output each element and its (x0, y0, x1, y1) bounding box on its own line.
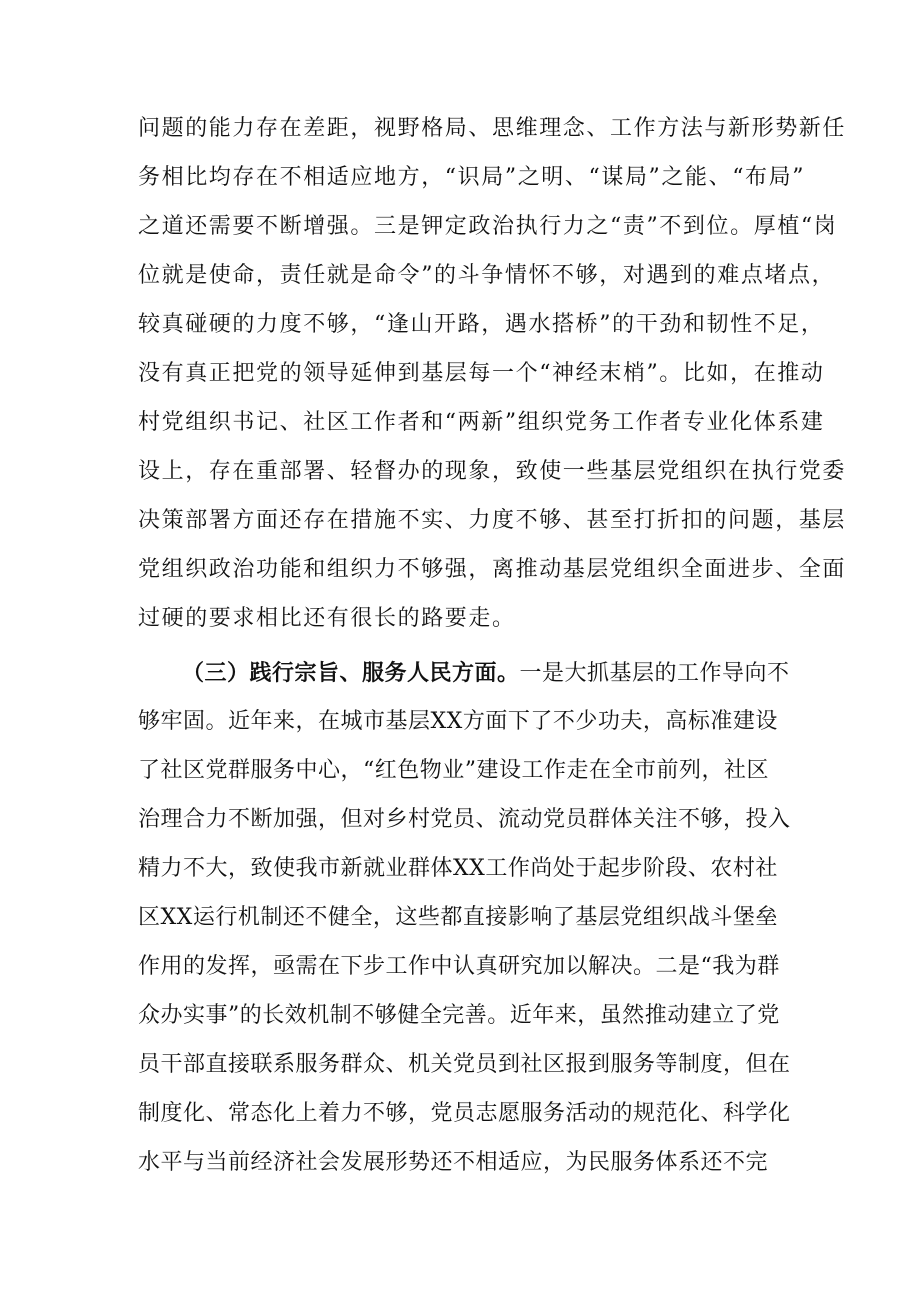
paragraph-2-line-8: 众办实事”的长效机制不够健全完善。近年来，虽然推动建立了党 (138, 1003, 780, 1028)
paragraph-2-line-6: 区XX运行机制还不健全，这些都直接影响了基层党组织战斗堡垒 (138, 905, 778, 930)
paragraph-1-line-1: 问题的能力存在差距，视野格局、思维理念、工作方法与新形势新任 (138, 116, 847, 141)
paragraph-2-line-2: 够牢固。近年来，在城市基层XX方面下了不少功夫，高标准建设 (138, 709, 778, 734)
paragraph-1-line-3: 之道还需要不断增强。三是钾定政治执行力之“责”不到位。厚植“岗 (138, 214, 838, 239)
paragraph-2-line-10: 制度化、常态化上着力不够，党员志愿服务活动的规范化、科学化 (138, 1101, 791, 1126)
section-heading-rest: 一是大抓基层的工作导向不 (519, 661, 790, 686)
paragraph-2-line-5: 精力不大，致使我市新就业群体XX工作尚处于起步阶段、农村社 (138, 856, 778, 881)
paragraph-2-line-4: 治理合力不断加强，但对乡村党员、流动党员群体关注不够，投入 (138, 807, 791, 832)
paragraph-2-line-1 (182, 660, 842, 687)
paragraph-1-line-7: 村党组织书记、社区工作者和“两新”组织党务工作者专业化体系建 (138, 410, 825, 435)
paragraph-1-line-4: 位就是使命，责任就是命令”的斗争情怀不够，对遇到的难点堵点， (138, 263, 836, 288)
paragraph-1-line-6: 没有真正把党的领导延伸到基层每一个“神经末梢”。比如，在推动 (138, 361, 825, 386)
paragraph-1-line-8: 设上，存在重部署、轻督办的现象，致使一些基层党组织在执行党委 (138, 459, 847, 484)
paragraph-1-line-10: 党组织政治功能和组织力不够强，离推动基层党组织全面进步、全面 (138, 557, 847, 582)
paragraph-1-line-5: 较真碰硬的力度不够，“逢山开路，遇水搭桥”的干劲和韧性不足， (138, 312, 825, 337)
paragraph-2-line-3: 了社区党群服务中心，“红色物业”建设工作走在全市前列，社区 (138, 758, 769, 783)
paragraph-1-line-9: 决策部署方面还存在措施不实、力度不够、甚至打折扣的问题，基层 (138, 508, 847, 533)
paragraph-1-line-11: 过硬的要求相比还有很长的路要走。 (138, 606, 516, 631)
paragraph-2-line-9: 员干部直接联系服务群众、机关党员到社区报到服务等制度，但在 (138, 1052, 791, 1077)
paragraph-2-line-7: 作用的发挥，亟需在下步工作中认真研究加以解决。二是“我为群 (138, 954, 780, 979)
paragraph-2-line-11: 水平与当前经济社会发展形势还不相适应，为民服务体系还不完 (138, 1150, 769, 1175)
paragraph-1-line-2: 务相比均存在不相适应地方，“识局”之明、“谋局”之能、“布局” (138, 165, 806, 190)
section-heading: （三）践行宗旨、服务人民方面。 (182, 660, 520, 686)
